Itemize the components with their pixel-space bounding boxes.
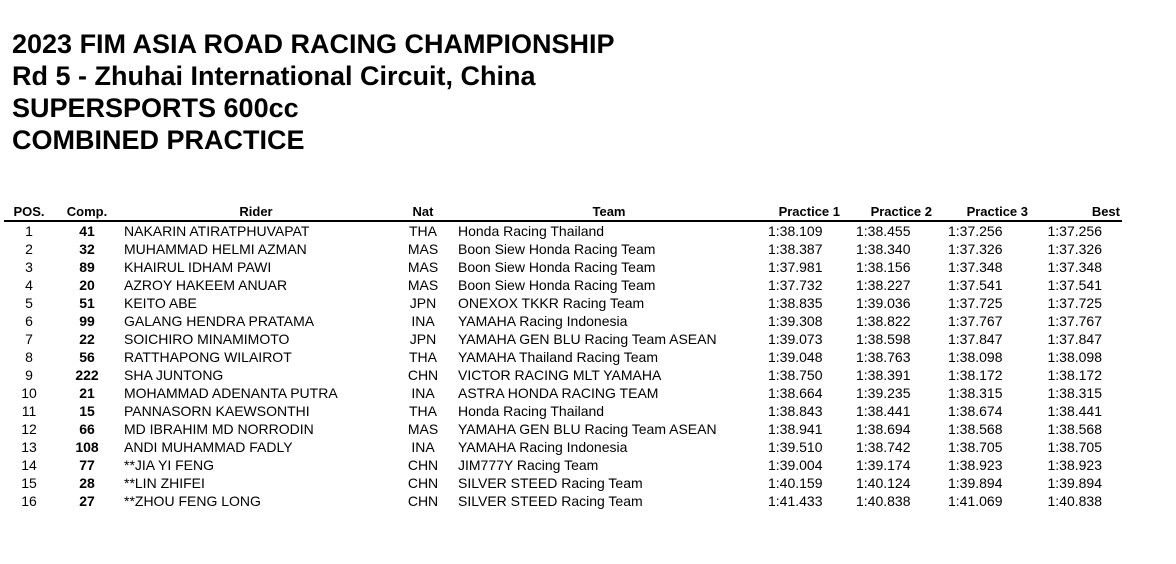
cell-practice-1: 1:38.835 bbox=[768, 295, 823, 311]
cell-comp: 32 bbox=[79, 241, 95, 257]
cell-team: SILVER STEED Racing Team bbox=[458, 475, 643, 491]
cell-practice-2: 1:38.742 bbox=[856, 439, 911, 455]
cell-comp: 56 bbox=[79, 349, 95, 365]
cell-practice-3: 1:37.725 bbox=[948, 295, 1003, 311]
cell-practice-3: 1:38.674 bbox=[948, 403, 1003, 419]
cell-practice-2: 1:38.455 bbox=[856, 223, 911, 239]
cell-pos: 9 bbox=[25, 367, 33, 383]
cell-pos: 14 bbox=[21, 457, 37, 473]
table-row bbox=[4, 456, 1122, 474]
col-header-practice-3: Practice 3 bbox=[944, 204, 1040, 221]
cell-practice-1: 1:38.750 bbox=[768, 367, 823, 383]
cell-rider: PANNASORN KAEWSONTHI bbox=[124, 403, 310, 419]
cell-team: ONEXOX TKKR Racing Team bbox=[458, 295, 645, 311]
cell-nat: MAS bbox=[407, 421, 439, 437]
col-header-comp: Comp. bbox=[54, 204, 120, 221]
cell-pos: 11 bbox=[21, 403, 37, 419]
cell-practice-3: 1:38.315 bbox=[948, 385, 1003, 401]
table-row bbox=[4, 258, 1122, 276]
cell-practice-1: 1:38.843 bbox=[768, 403, 823, 419]
cell-practice-1: 1:39.308 bbox=[768, 313, 823, 329]
cell-comp: 77 bbox=[79, 457, 95, 473]
col-header-practice-2: Practice 2 bbox=[852, 204, 944, 221]
cell-comp: 51 bbox=[79, 295, 95, 311]
col-header-rider: Rider bbox=[120, 204, 392, 221]
cell-practice-3: 1:37.541 bbox=[948, 277, 1003, 293]
cell-rider: MUHAMMAD HELMI AZMAN bbox=[124, 241, 307, 257]
cell-rider: **ZHOU FENG LONG bbox=[124, 493, 261, 509]
cell-pos: 2 bbox=[25, 241, 33, 257]
session-title: COMBINED PRACTICE bbox=[12, 125, 305, 155]
cell-rider: GALANG HENDRA PRATAMA bbox=[124, 313, 315, 329]
cell-rider: SHA JUNTONG bbox=[124, 367, 224, 383]
table-row bbox=[4, 312, 1122, 330]
table-row bbox=[4, 420, 1122, 438]
cell-practice-2: 1:38.598 bbox=[856, 331, 911, 347]
cell-best: 1:38.315 bbox=[1047, 385, 1102, 401]
cell-practice-3: 1:38.923 bbox=[948, 457, 1003, 473]
cell-practice-2: 1:38.822 bbox=[856, 313, 911, 329]
cell-team: Honda Racing Thailand bbox=[458, 403, 605, 419]
cell-team: YAMAHA GEN BLU Racing Team ASEAN bbox=[458, 331, 717, 347]
cell-practice-2: 1:38.156 bbox=[856, 259, 911, 275]
cell-best: 1:37.767 bbox=[1047, 313, 1102, 329]
cell-best: 1:38.705 bbox=[1047, 439, 1102, 455]
col-header-team: Team bbox=[454, 204, 764, 221]
cell-nat: CHN bbox=[407, 493, 439, 509]
cell-team: YAMAHA Thailand Racing Team bbox=[458, 349, 658, 365]
table-row bbox=[4, 474, 1122, 492]
cell-comp: 89 bbox=[79, 259, 95, 275]
cell-best: 1:37.348 bbox=[1047, 259, 1102, 275]
cell-practice-2: 1:38.391 bbox=[856, 367, 911, 383]
cell-comp: 22 bbox=[79, 331, 95, 347]
cell-practice-2: 1:39.174 bbox=[856, 457, 911, 473]
col-header-pos: POS. bbox=[4, 204, 54, 221]
cell-nat: CHN bbox=[407, 457, 439, 473]
cell-team: YAMAHA GEN BLU Racing Team ASEAN bbox=[458, 421, 717, 437]
cell-best: 1:39.894 bbox=[1047, 475, 1102, 491]
cell-rider: NAKARIN ATIRATPHUVAPAT bbox=[124, 223, 310, 239]
cell-nat: CHN bbox=[407, 475, 439, 491]
table-row bbox=[4, 276, 1122, 294]
cell-team: Boon Siew Honda Racing Team bbox=[458, 277, 656, 293]
cell-comp: 108 bbox=[75, 439, 99, 455]
cell-practice-2: 1:38.763 bbox=[856, 349, 911, 365]
cell-best: 1:37.847 bbox=[1047, 331, 1102, 347]
cell-practice-1: 1:39.048 bbox=[768, 349, 823, 365]
cell-nat: INA bbox=[411, 439, 435, 455]
cell-rider: MD IBRAHIM MD NORRODIN bbox=[124, 421, 314, 437]
cell-practice-2: 1:40.838 bbox=[856, 493, 911, 509]
cell-pos: 7 bbox=[25, 331, 33, 347]
table-row bbox=[4, 294, 1122, 312]
cell-practice-1: 1:37.981 bbox=[768, 259, 823, 275]
cell-best: 1:37.541 bbox=[1047, 277, 1102, 293]
table-row bbox=[4, 492, 1122, 510]
cell-practice-2: 1:39.235 bbox=[856, 385, 911, 401]
cell-team: YAMAHA Racing Indonesia bbox=[458, 313, 628, 329]
col-header-best: Best bbox=[1040, 204, 1122, 221]
cell-practice-3: 1:37.348 bbox=[948, 259, 1003, 275]
cell-best: 1:38.172 bbox=[1047, 367, 1102, 383]
cell-practice-3: 1:38.098 bbox=[948, 349, 1003, 365]
table-row bbox=[4, 348, 1122, 366]
table-row bbox=[4, 366, 1122, 384]
cell-rider: MOHAMMAD ADENANTA PUTRA bbox=[124, 385, 338, 401]
cell-nat: JPN bbox=[409, 295, 437, 311]
cell-rider: RATTHAPONG WILAIROT bbox=[124, 349, 292, 365]
table-row bbox=[4, 438, 1122, 456]
cell-comp: 27 bbox=[79, 493, 95, 509]
class-title: SUPERSPORTS 600cc bbox=[12, 93, 299, 123]
cell-practice-3: 1:37.847 bbox=[948, 331, 1003, 347]
cell-nat: INA bbox=[411, 313, 435, 329]
cell-team: Honda Racing Thailand bbox=[458, 223, 605, 239]
cell-practice-3: 1:38.172 bbox=[948, 367, 1003, 383]
table-row bbox=[4, 384, 1122, 402]
results-table bbox=[4, 204, 1122, 510]
cell-nat: CHN bbox=[407, 367, 439, 383]
cell-comp: 222 bbox=[75, 367, 99, 383]
table-header-row bbox=[4, 204, 1122, 221]
cell-practice-1: 1:38.109 bbox=[768, 223, 823, 239]
cell-rider: ANDI MUHAMMAD FADLY bbox=[124, 439, 293, 455]
cell-comp: 20 bbox=[79, 277, 95, 293]
cell-rider: AZROY HAKEEM ANUAR bbox=[124, 277, 288, 293]
cell-rider: KEITO ABE bbox=[124, 295, 197, 311]
cell-nat: MAS bbox=[407, 241, 439, 257]
cell-practice-1: 1:39.004 bbox=[768, 457, 823, 473]
cell-best: 1:37.326 bbox=[1047, 241, 1102, 257]
cell-practice-2: 1:38.340 bbox=[856, 241, 911, 257]
cell-practice-1: 1:38.664 bbox=[768, 385, 823, 401]
cell-team: SILVER STEED Racing Team bbox=[458, 493, 643, 509]
document-header bbox=[12, 28, 615, 156]
cell-pos: 4 bbox=[25, 277, 33, 293]
table-row bbox=[4, 330, 1122, 348]
cell-practice-3: 1:38.705 bbox=[948, 439, 1003, 455]
cell-pos: 6 bbox=[25, 313, 33, 329]
cell-best: 1:37.725 bbox=[1047, 295, 1102, 311]
cell-practice-1: 1:39.510 bbox=[768, 439, 823, 455]
cell-comp: 21 bbox=[79, 385, 95, 401]
cell-nat: THA bbox=[409, 349, 437, 365]
cell-best: 1:38.098 bbox=[1047, 349, 1102, 365]
cell-practice-3: 1:38.568 bbox=[948, 421, 1003, 437]
table-row bbox=[4, 221, 1122, 240]
cell-nat: JPN bbox=[409, 331, 437, 347]
cell-practice-1: 1:41.433 bbox=[768, 493, 823, 509]
cell-nat: INA bbox=[411, 385, 435, 401]
cell-team: VICTOR RACING MLT YAMAHA bbox=[458, 367, 662, 383]
cell-team: Boon Siew Honda Racing Team bbox=[458, 259, 656, 275]
cell-practice-1: 1:38.941 bbox=[768, 421, 823, 437]
cell-best: 1:38.568 bbox=[1047, 421, 1102, 437]
cell-best: 1:37.256 bbox=[1047, 223, 1102, 239]
cell-nat: MAS bbox=[407, 277, 439, 293]
cell-nat: MAS bbox=[407, 259, 439, 275]
cell-practice-2: 1:40.124 bbox=[856, 475, 911, 491]
results-body bbox=[4, 221, 1122, 510]
cell-practice-2: 1:38.441 bbox=[856, 403, 911, 419]
cell-team: JIM777Y Racing Team bbox=[458, 457, 599, 473]
cell-pos: 1 bbox=[25, 223, 33, 239]
cell-pos: 12 bbox=[21, 421, 37, 437]
cell-comp: 28 bbox=[79, 475, 95, 491]
cell-nat: THA bbox=[409, 223, 437, 239]
col-header-practice-1: Practice 1 bbox=[764, 204, 852, 221]
cell-practice-1: 1:40.159 bbox=[768, 475, 823, 491]
cell-rider: **JIA YI FENG bbox=[124, 457, 214, 473]
championship-title: 2023 FIM ASIA ROAD RACING CHAMPIONSHIP bbox=[12, 29, 615, 59]
cell-rider: KHAIRUL IDHAM PAWI bbox=[124, 259, 272, 275]
cell-best: 1:40.838 bbox=[1047, 493, 1102, 509]
cell-practice-3: 1:37.256 bbox=[948, 223, 1003, 239]
cell-best: 1:38.923 bbox=[1047, 457, 1102, 473]
cell-practice-3: 1:37.326 bbox=[948, 241, 1003, 257]
cell-practice-1: 1:38.387 bbox=[768, 241, 823, 257]
cell-pos: 13 bbox=[21, 439, 37, 455]
cell-practice-2: 1:39.036 bbox=[856, 295, 911, 311]
cell-team: Boon Siew Honda Racing Team bbox=[458, 241, 656, 257]
cell-nat: THA bbox=[409, 403, 437, 419]
cell-practice-3: 1:41.069 bbox=[948, 493, 1003, 509]
cell-practice-1: 1:37.732 bbox=[768, 277, 823, 293]
cell-comp: 99 bbox=[79, 313, 95, 329]
cell-pos: 3 bbox=[25, 259, 33, 275]
cell-practice-3: 1:37.767 bbox=[948, 313, 1003, 329]
cell-best: 1:38.441 bbox=[1047, 403, 1102, 419]
cell-team: YAMAHA Racing Indonesia bbox=[458, 439, 628, 455]
cell-practice-3: 1:39.894 bbox=[948, 475, 1003, 491]
cell-practice-1: 1:39.073 bbox=[768, 331, 823, 347]
cell-pos: 10 bbox=[21, 385, 37, 401]
table-row bbox=[4, 402, 1122, 420]
cell-rider: SOICHIRO MINAMIMOTO bbox=[124, 331, 290, 347]
cell-team: ASTRA HONDA RACING TEAM bbox=[458, 385, 659, 401]
round-title: Rd 5 - Zhuhai International Circuit, China bbox=[12, 61, 536, 91]
cell-comp: 41 bbox=[79, 223, 95, 239]
cell-rider: **LIN ZHIFEI bbox=[124, 475, 205, 491]
cell-comp: 15 bbox=[79, 403, 95, 419]
cell-pos: 8 bbox=[25, 349, 33, 365]
cell-pos: 16 bbox=[21, 493, 37, 509]
cell-practice-2: 1:38.694 bbox=[856, 421, 911, 437]
cell-practice-2: 1:38.227 bbox=[856, 277, 911, 293]
cell-pos: 5 bbox=[25, 295, 33, 311]
table-row bbox=[4, 240, 1122, 258]
cell-comp: 66 bbox=[79, 421, 95, 437]
cell-pos: 15 bbox=[21, 475, 37, 491]
col-header-nat: Nat bbox=[392, 204, 454, 221]
